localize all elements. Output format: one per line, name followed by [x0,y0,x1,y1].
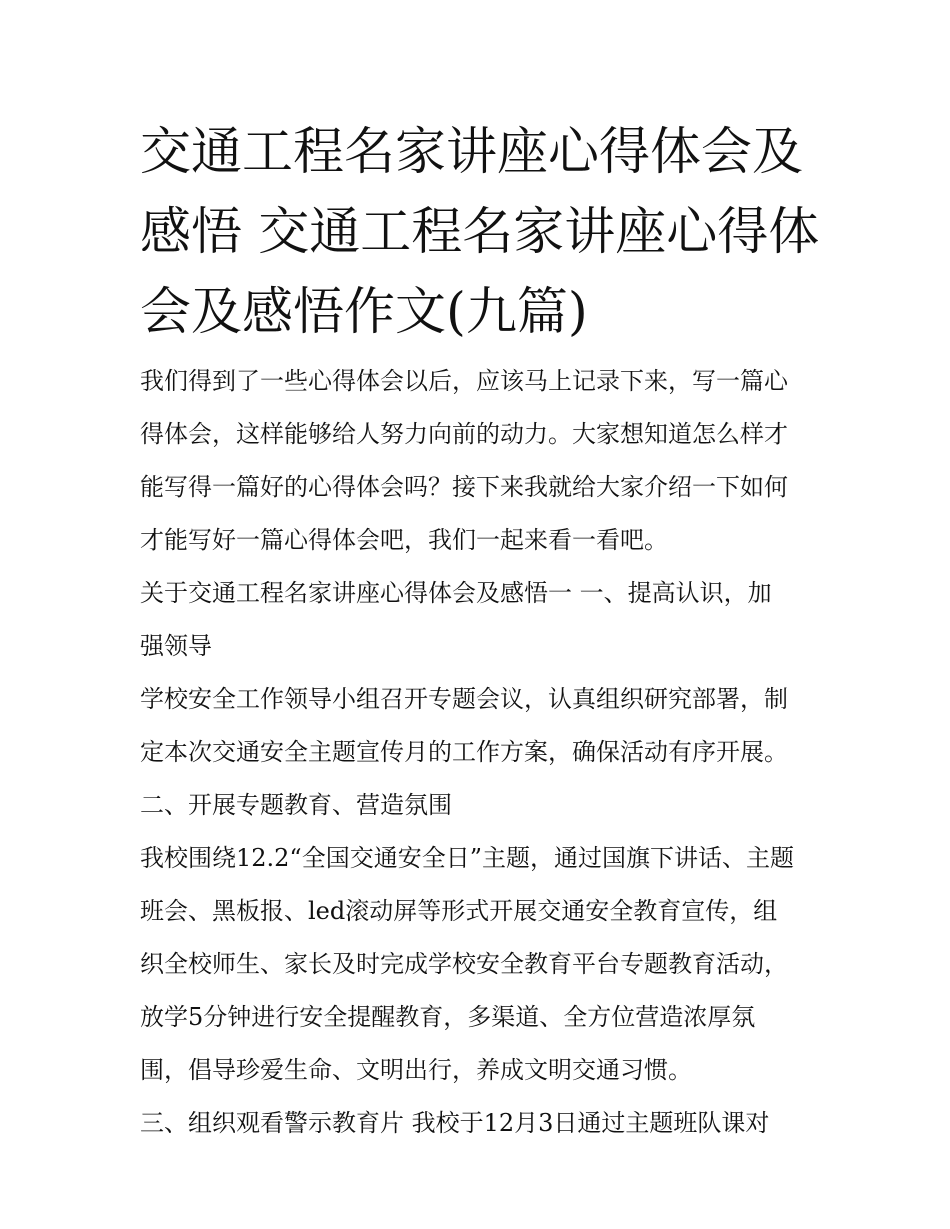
body-line: 得体会，这样能够给人努力向前的动力。大家想知道怎么样才 [140,420,788,448]
body-line: 围，倡导珍爱生命、文明出行，养成文明交通习惯。 [140,1056,692,1084]
document-title: 交通工程名家讲座心得体会及 感悟 交通工程名家讲座心得体 会及感悟作文(九篇) [140,123,820,342]
section-heading-line: 关于交通工程名家讲座心得体会及感悟一 一、提高认识，加 [140,579,772,607]
document-body [140,355,820,1150]
section-heading-line: 三、组织观看警示教育片 我校于12月3日通过主题班队课对 [140,1109,770,1137]
body-line: 我校围绕12.2“全国交通安全日”主题，通过国旗下讲话、主题 [140,844,794,872]
body-line: 能写得一篇好的心得体会吗？接下来我就给大家介绍一下如何 [140,473,788,501]
body-line: 我们得到了一些心得体会以后，应该马上记录下来，写一篇心 [140,367,788,395]
body-line: 才能写好一篇心得体会吧，我们一起来看一看吧。 [140,526,668,554]
section-heading-line: 二、开展专题教育、营造氛围 [140,791,452,819]
body-line: 学校安全工作领导小组召开专题会议，认真组织研究部署，制 [140,685,788,713]
section-heading-line: 强领导 [140,632,212,660]
body-line: 织全校师生、家长及时完成学校安全教育平台专题教育活动， [140,950,788,978]
body-line: 放学5分钟进行安全提醒教育，多渠道、全方位营造浓厚氛 [140,1003,756,1031]
body-line: 定本次交通安全主题宣传月的工作方案，确保活动有序开展。 [140,738,788,766]
body-line: 班会、黑板报、led滚动屏等形式开展交通安全教育宣传，组 [140,897,778,925]
